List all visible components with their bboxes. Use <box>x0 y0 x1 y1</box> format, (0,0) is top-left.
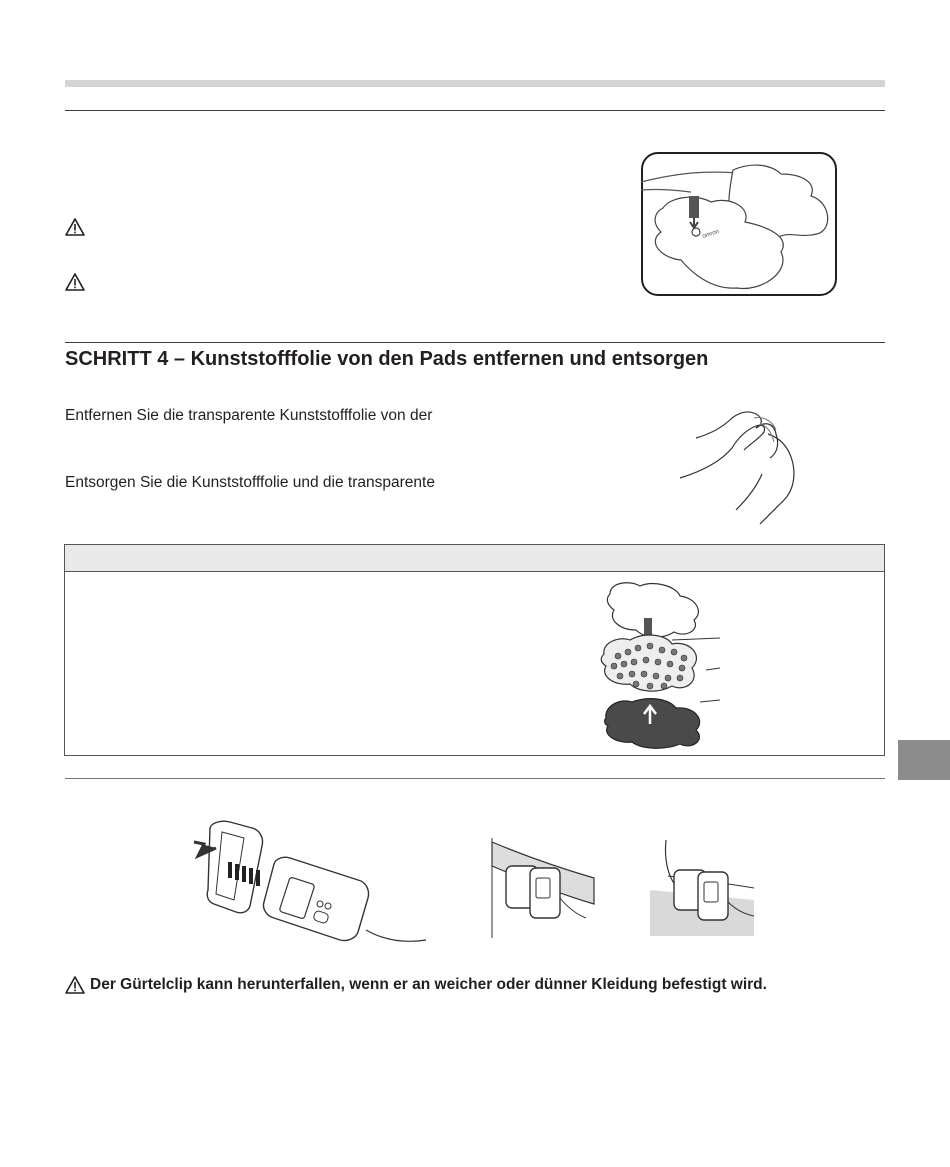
pad-layers-illustration <box>596 578 726 750</box>
note-box-header <box>65 545 884 572</box>
step4-instruction-2: Entsorgen Sie die Kunststofffolie und die transparente <box>65 474 435 491</box>
step4-instruction-1: Entfernen Sie die transparente Kunststofffolie von der <box>65 407 433 424</box>
belt-clip-on-waistband-illustration <box>650 840 754 936</box>
warning-icon <box>65 976 85 994</box>
step4-heading: SCHRITT 4 – Kunststofffolie von den Pads entfernen und entsorgen <box>65 348 709 370</box>
belt-clip-warning: Der Gürtelclip kann herunterfallen, wenn er an weicher oder dünner Kleidung befestigt wird. <box>90 976 767 993</box>
section-divider <box>65 342 885 343</box>
section-divider <box>65 778 885 779</box>
pad-logo: omron <box>701 228 720 240</box>
hands-peeling-illustration <box>676 404 808 526</box>
pad-connection-illustration <box>641 152 837 296</box>
warning-icon <box>65 273 85 291</box>
header-bar <box>65 80 885 87</box>
belt-clip-on-belt-illustration <box>490 838 594 938</box>
warning-icon <box>65 218 85 236</box>
belt-clip-removal-illustration <box>190 818 430 948</box>
note-box <box>64 544 885 756</box>
chapter-tab <box>898 740 950 780</box>
section-divider <box>65 110 885 111</box>
